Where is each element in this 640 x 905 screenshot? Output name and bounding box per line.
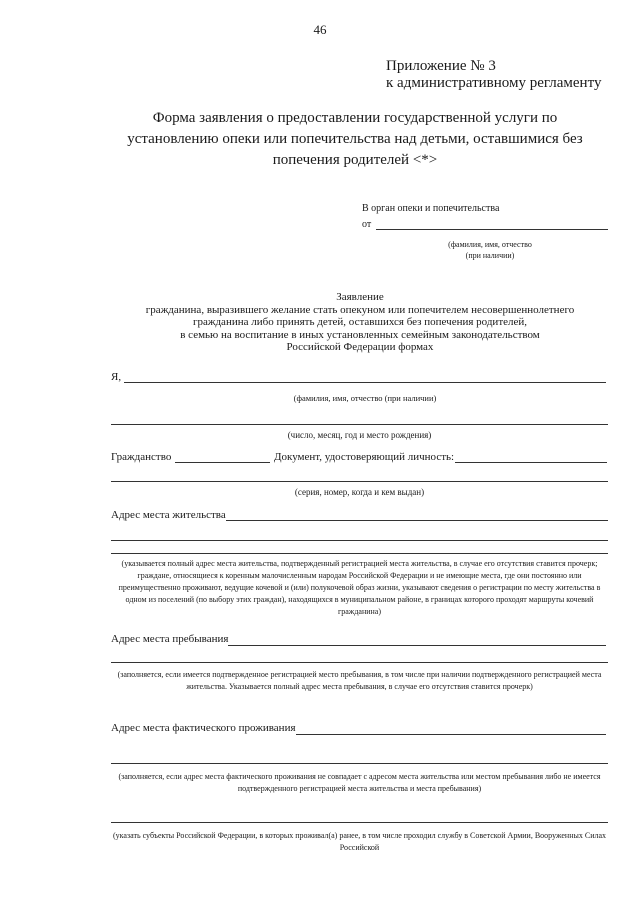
from-fio-hint-2: (при наличии) — [465, 251, 515, 260]
form-title: Форма заявления о предоставлении государственной услуги по установлению опеки или попечительства над детьми, оставшимися без попечения родителей <*> — [127, 110, 583, 168]
stay-label: Адрес места пребывания — [111, 633, 229, 645]
fio-field-line[interactable] — [124, 382, 606, 383]
id-document-field-line[interactable] — [455, 462, 607, 463]
id-document-label: Документ, удостоверяющий личность: — [274, 451, 455, 463]
addressee-organ: В орган опеки и попечительства — [362, 203, 500, 214]
actual-residence-label: Адрес места фактического проживания — [111, 722, 296, 734]
birth-hint: (число, месяц, год и место рождения) — [287, 430, 432, 440]
actual-residence-note: (заполняется, если адрес места фактического проживания не совпадает с адресом места жительства или местом пребывания либо не имеется подтвержденного регистрацией места жительства и места пребывания) — [118, 772, 601, 793]
residence-field-line[interactable] — [226, 520, 608, 521]
stay-field-line-2[interactable] — [111, 662, 608, 663]
residence-field-line-2[interactable] — [111, 540, 608, 541]
birth-field-line[interactable] — [111, 424, 608, 425]
statement-line-3: в семью на воспитание в иных установленных семейным законодательством — [180, 328, 540, 341]
doc-details-field-line[interactable] — [111, 481, 608, 482]
citizenship-label: Гражданство — [111, 451, 172, 463]
from-field-line[interactable] — [376, 229, 608, 230]
stay-note: (заполняется, если имеется подтвержденное регистрацией место пребывания, в том числе при наличии подтвержденного регистрацией места жительства. Указывается полный адрес места пребывания, в случае его отсутствия ставится прочерк) — [117, 670, 602, 691]
subjects-note: (указать субъекты Российской Федерации, в которых проживал(а) ранее, в том числе проходил службу в Советской Армии, Вооруженных Силах Российской — [112, 831, 607, 852]
statement-line-2: гражданина либо принять детей, оставшихся без попечения родителей, — [192, 316, 528, 328]
from-fio-hint: (фамилия, имя, отчество — [448, 240, 532, 249]
actual-residence-field-line[interactable] — [296, 734, 606, 735]
appendix-reference: к административному регламенту — [386, 75, 602, 91]
addressee-from-label: от — [362, 219, 372, 230]
residence-field-line-3[interactable] — [111, 553, 608, 554]
statement-header — [110, 291, 610, 354]
doc-hint: (серия, номер, когда и кем выдан) — [294, 487, 425, 497]
statement-line-1: гражданина, выразившего желание стать опекуном или попечителем несовершеннолетнего — [145, 303, 575, 316]
citizenship-field-line[interactable] — [175, 462, 270, 463]
i-label: Я, — [111, 371, 122, 383]
statement-heading: Заявление — [336, 291, 384, 303]
actual-residence-field-line-2[interactable] — [111, 763, 608, 764]
fio-hint: (фамилия, имя, отчество (при наличии) — [293, 393, 437, 403]
statement-line-4: Российской Федерации формах — [286, 341, 434, 353]
residence-label: Адрес места жительства — [111, 509, 226, 521]
subjects-field-line[interactable] — [111, 822, 608, 823]
appendix-number: Приложение № 3 — [386, 58, 496, 74]
residence-note: (указывается полный адрес места жительства, подтвержденный регистрацией места жительства, в случае его отсутствия ставится прочерк; граждане, относящиеся к коренным малочисленным народам Российской Федерации и не имеющие места, где они постоянно или преимущественно проживают, ведущие кочевой и (или) полукочевой образ жизни, указывают сведения о регистрации по месту жительства в одном из поселений (по выбору этих граждан), находящихся в муниципальном районе, в границах которого проходят маршруты кочевий гражданина) — [118, 559, 601, 616]
stay-field-line[interactable] — [228, 645, 606, 646]
page-number: 46 — [313, 22, 327, 37]
